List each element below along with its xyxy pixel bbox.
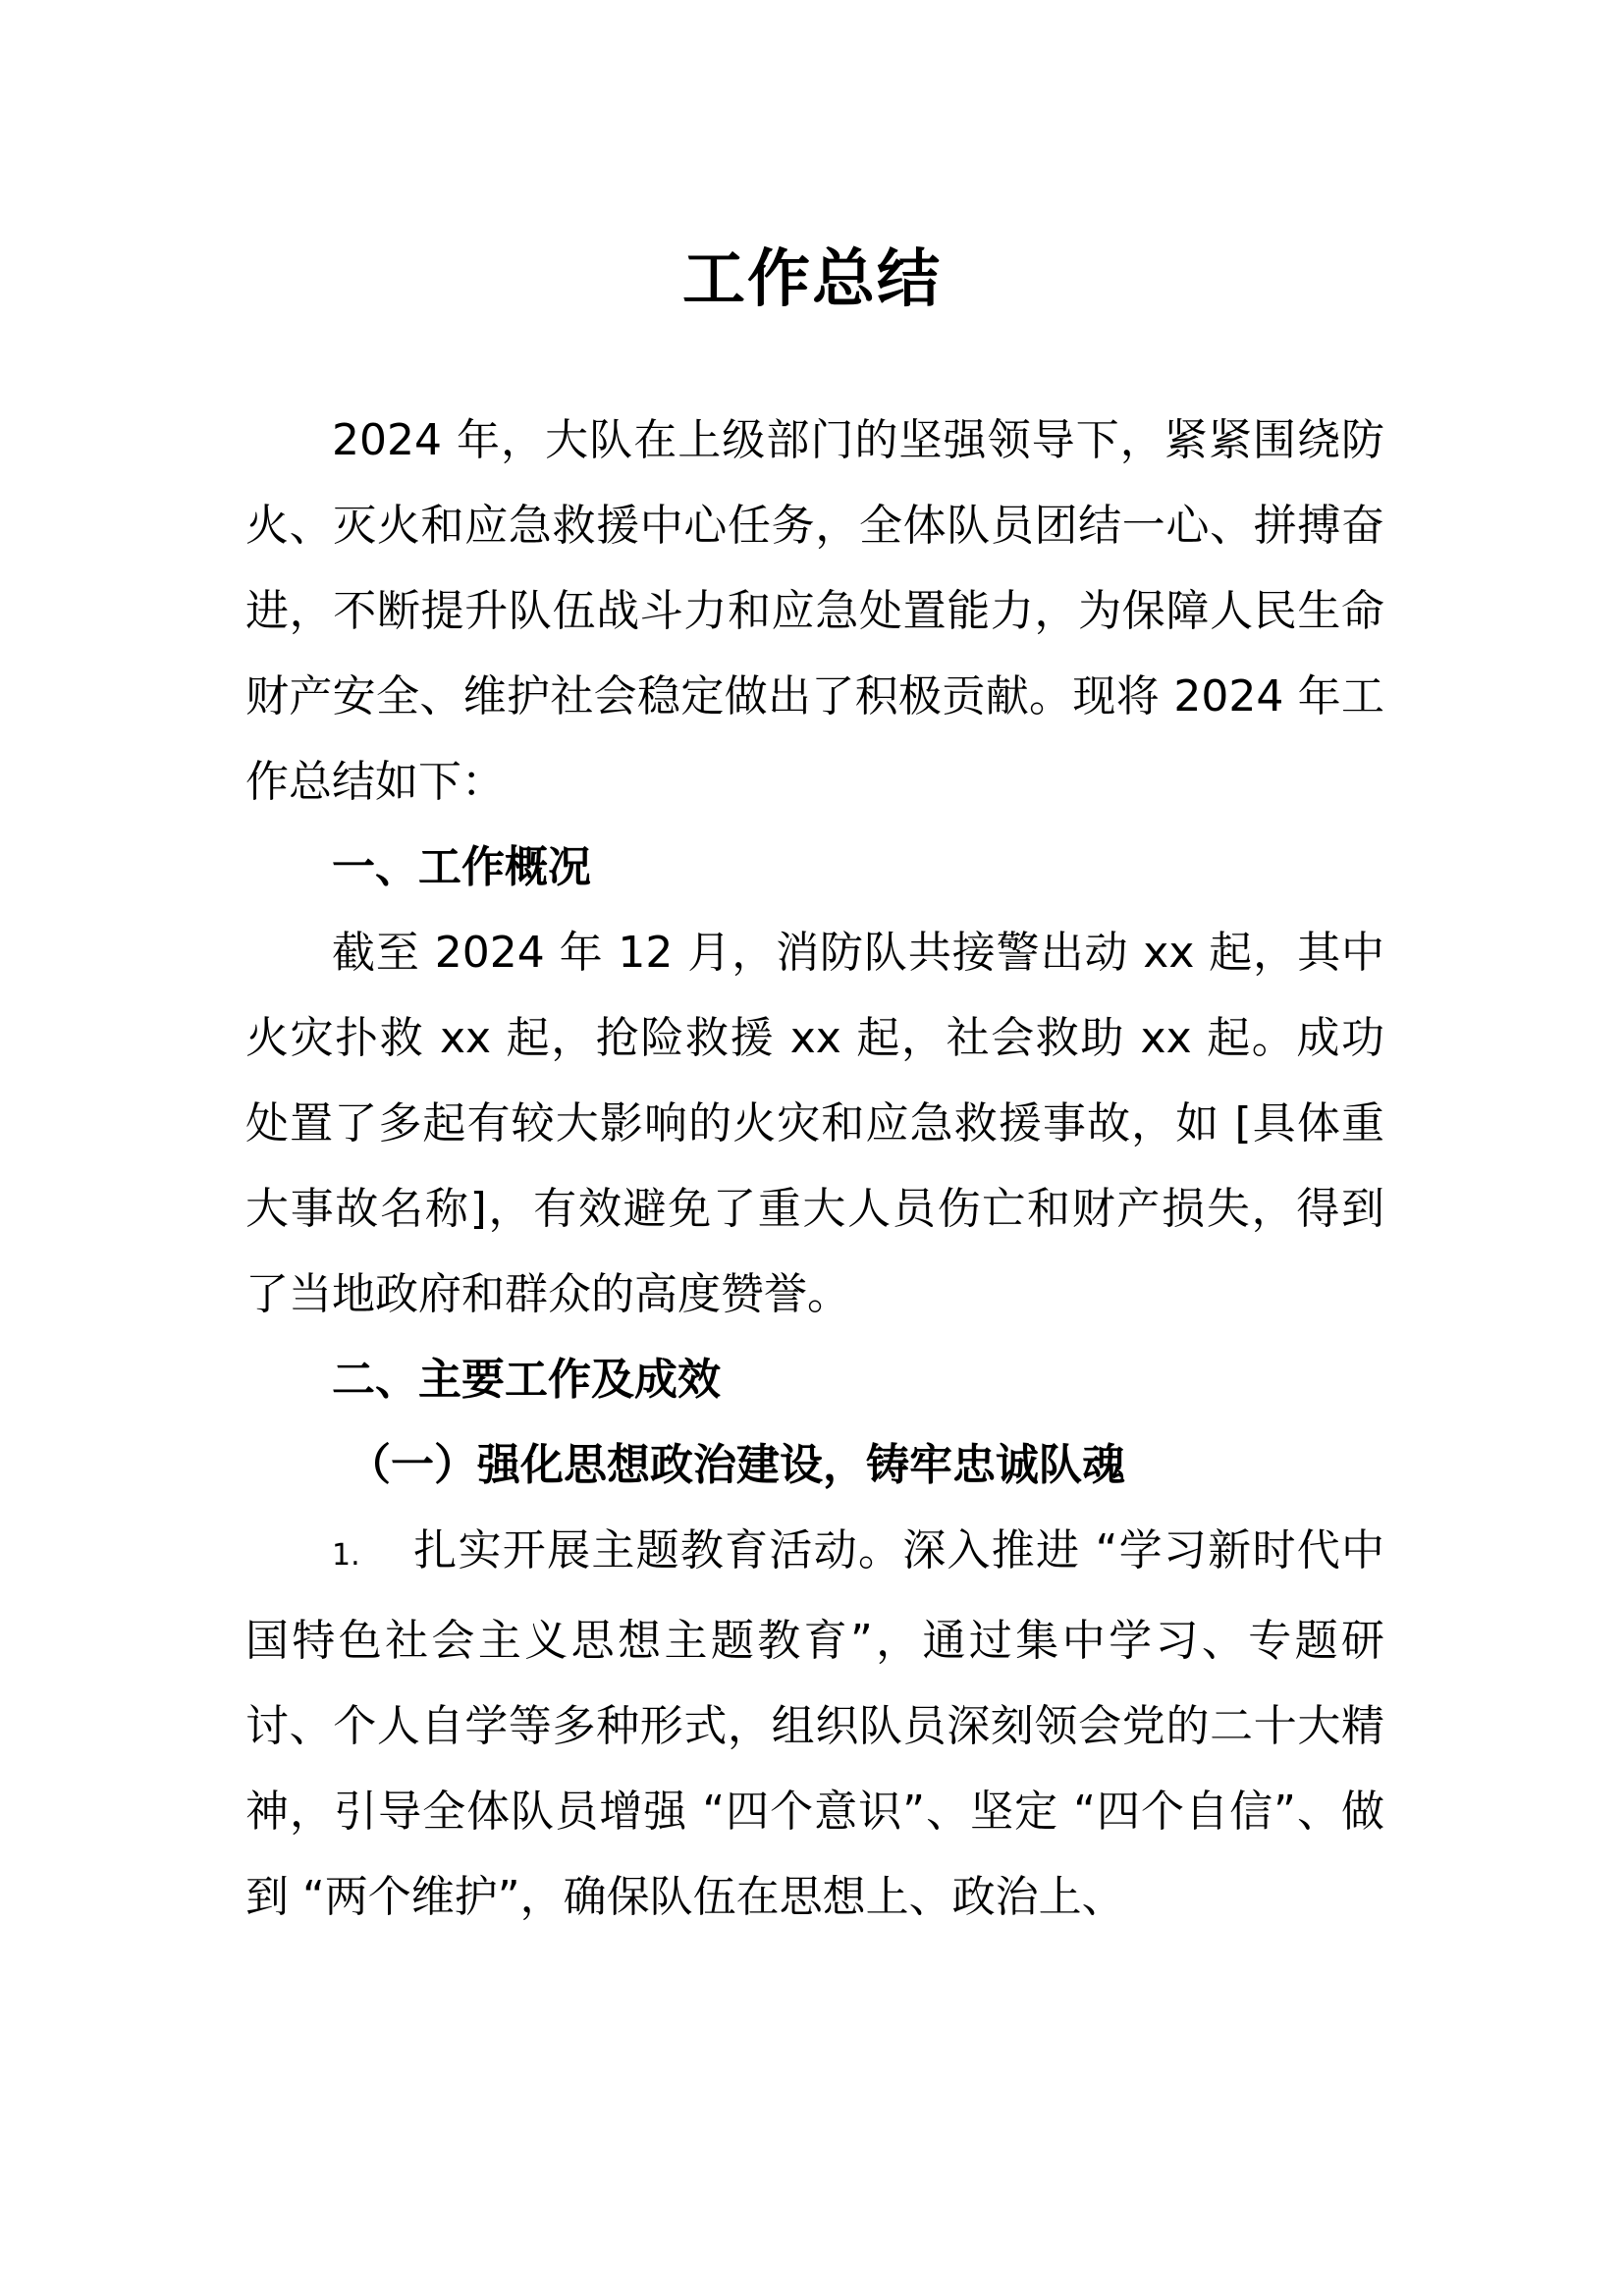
- section-heading-main-work: 二、主要工作及成效: [332, 1355, 721, 1405]
- section-heading-overview: 一、工作概况: [332, 842, 591, 892]
- list-item-number: 1.: [332, 1538, 360, 1573]
- subsection-heading-ideology: （一）强化思想政治建设，铸牢忠诚队魂: [348, 1440, 1125, 1490]
- list-item: [245, 1508, 1384, 1940]
- intro-paragraph: 2024 年，大队在上级部门的坚强领导下，紧紧围绕防火、灭火和应急救援中心任务，全体队员团结一心、拼搏奋进，不断提升队伍战斗力和应急处置能力，为保障人民生命财产安全、维护社会稳定做出了积极贡献。现将 2024 年工作总结如下：: [245, 415, 1384, 807]
- document-body: [245, 398, 1384, 1940]
- overview-paragraph: 截至 2024 年 12 月，消防队共接警出动 xx 起，其中火灾扑救 xx 起，抢险救援 xx 起，社会救助 xx 起。成功处置了多起有较大影响的火灾和应急救援事故，如 [具体重大事故名称]，有效避免了重大人员伤亡和财产损失，得到了当地政府和群众的高度赞誉。: [245, 928, 1384, 1319]
- list-item-text: 扎实开展主题教育活动。深入推进 “学习新时代中国特色社会主义思想主题教育”，通过集中学习、专题研讨、个人自学等多种形式，组织队员深刻领会党的二十大精神，引导全体队员增强 “四个意识”、坚定 “四个自信”、做到 “两个维护”，确保队伍在思想上、政治上、: [245, 1525, 1384, 1922]
- document-title: 工作总结: [682, 243, 942, 316]
